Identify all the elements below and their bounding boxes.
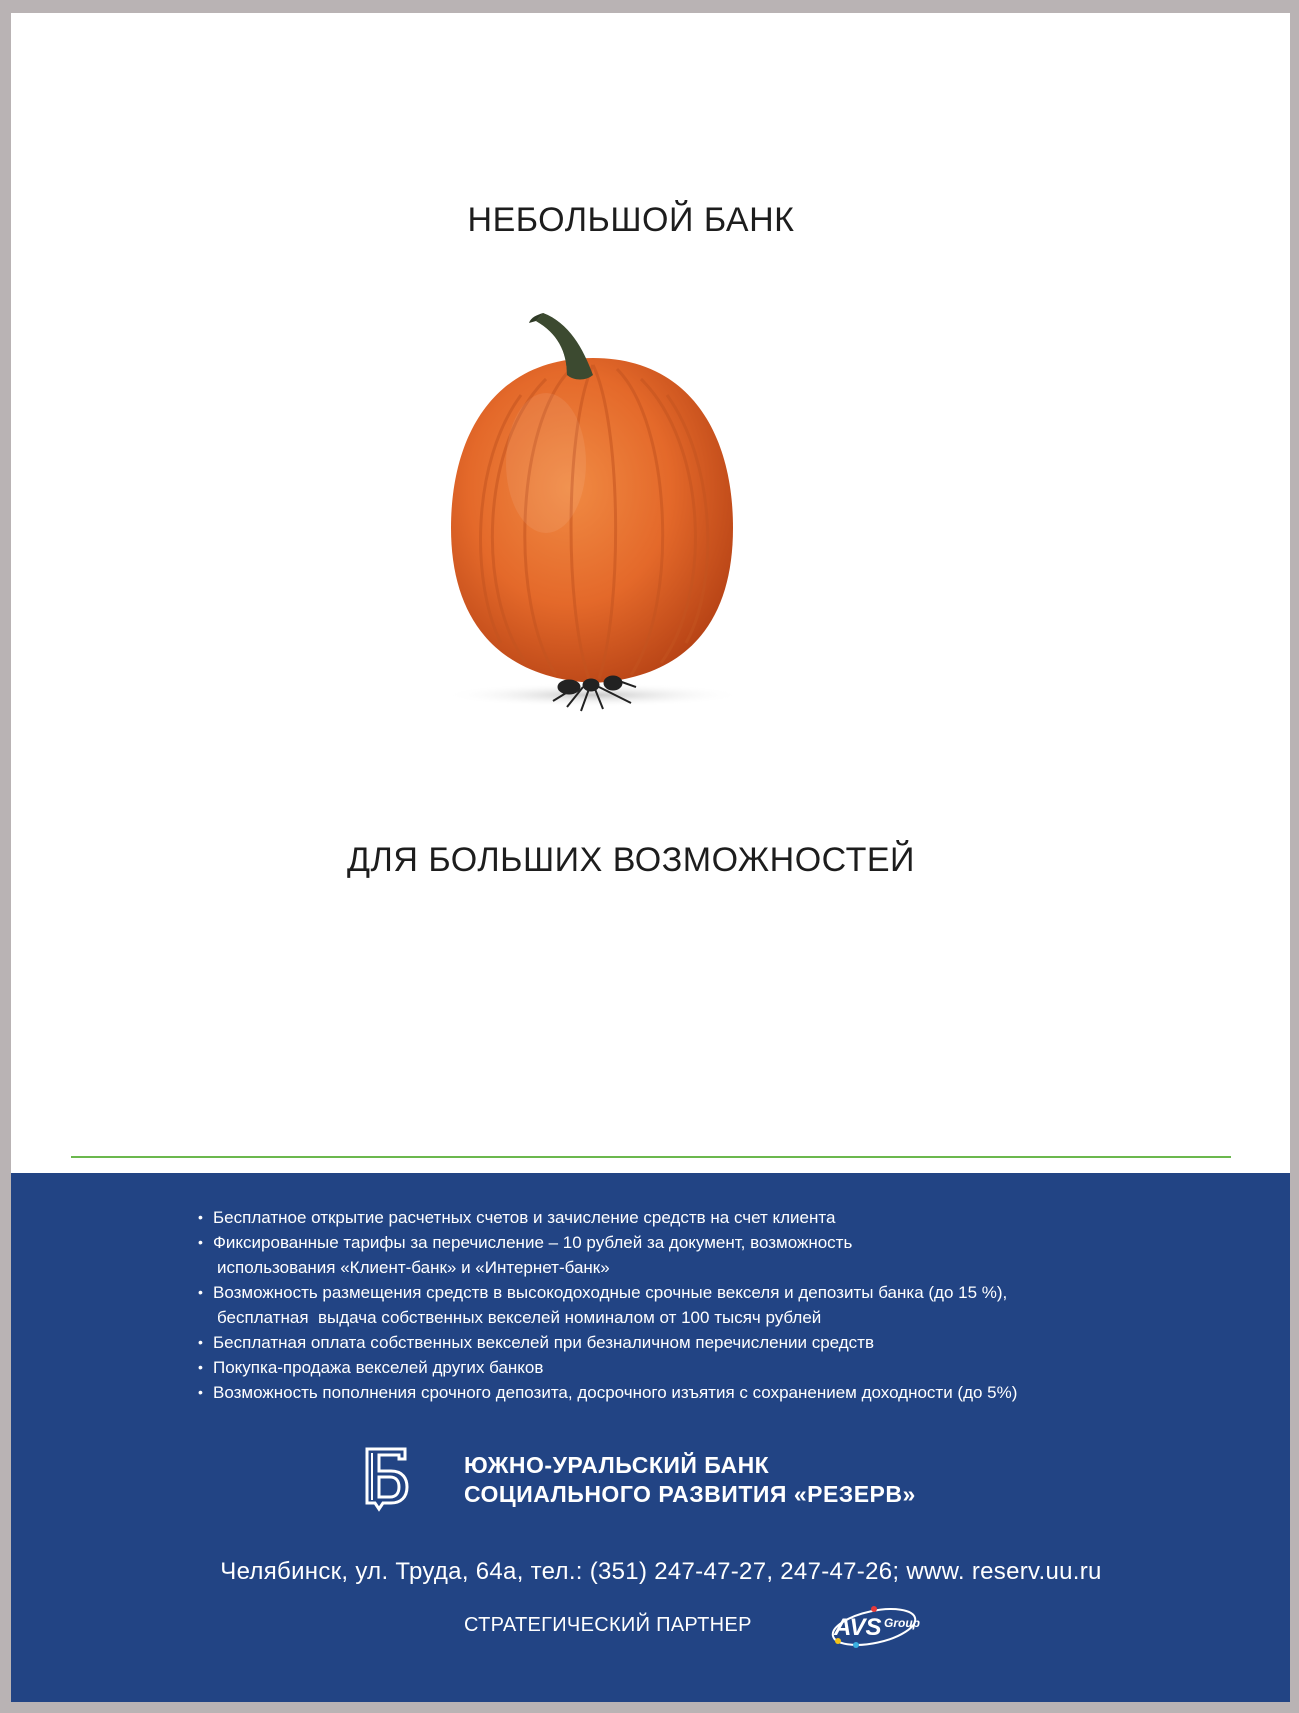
svg-text:AVS: AVS: [834, 1614, 882, 1641]
contact-address: Челябинск, ул. Труда, 64а, тел.: (351) 247-47-27, 247-47-26; www. reserv.uu.ru: [220, 1558, 1102, 1585]
partner-label: СТРАТЕГИЧЕСКИЙ ПАРТНЕР: [464, 1614, 752, 1636]
pumpkin-ant-illustration: [331, 303, 951, 783]
bank-brand: [361, 1445, 1061, 1515]
list-item: • Бесплатная оплата собственных векселей при безналичном перечислении средств: [196, 1330, 1116, 1355]
advertisement-page: [11, 13, 1290, 1702]
list-item: • Фиксированные тарифы за перечисление – 10 рублей за документ, возможность использования «Клиент-банк» и «Интернет-банк»: [196, 1230, 1116, 1280]
bank-name-line1: ЮЖНО-УРАЛЬСКИЙ БАНК: [464, 1452, 770, 1478]
list-item: • Возможность пополнения срочного депозита, досрочного изъятия с сохранением доходности (до 5%): [196, 1380, 1116, 1405]
benefits-list: [196, 1205, 1116, 1405]
list-item: • Возможность размещения средств в высокодоходные срочные векселя и депозиты банка (до 15 %), бесплатная выдача собственных векселей номиналом от 100 тысяч рублей: [196, 1280, 1116, 1330]
info-panel: [11, 1173, 1290, 1702]
svg-text:Group: Group: [884, 1616, 920, 1630]
list-item: • Покупка-продажа векселей других банков: [196, 1355, 1116, 1380]
bank-name-line2: СОЦИАЛЬНОГО РАЗВИТИЯ «РЕЗЕРВ»: [464, 1481, 916, 1507]
divider-line: [71, 1156, 1231, 1158]
avs-group-logo-icon: [826, 1601, 936, 1653]
headline-top: НЕБОЛЬШОЙ БАНК: [467, 201, 795, 239]
bank-name: [464, 1451, 916, 1509]
bank-logo-icon: [361, 1445, 411, 1513]
list-item: • Бесплатное открытие расчетных счетов и зачисление средств на счет клиента: [196, 1205, 1116, 1230]
headline-bottom: ДЛЯ БОЛЬШИХ ВОЗМОЖНОСТЕЙ: [347, 841, 915, 879]
